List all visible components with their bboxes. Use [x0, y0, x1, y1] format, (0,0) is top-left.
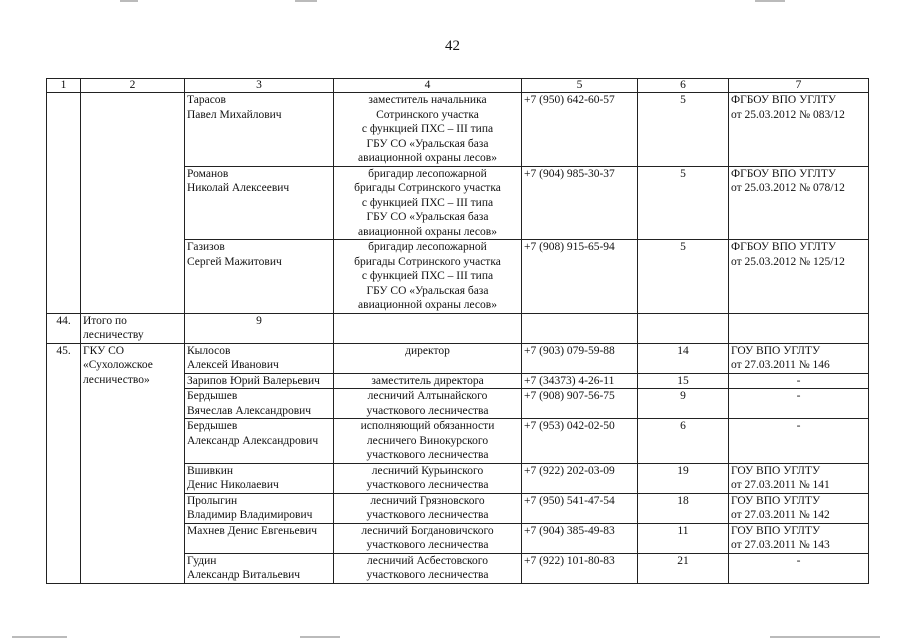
text-line: «Сухоложское [83, 359, 153, 371]
phone-cell: +7 (950) 642-60-57 [522, 93, 638, 167]
text-line: ГОУ ВПО УГЛТУ [731, 464, 821, 477]
scan-artifact [295, 0, 317, 2]
position-cell [334, 343, 522, 373]
text-line: ГКУ СО [83, 344, 125, 357]
text-line: заместитель начальника [368, 94, 487, 106]
phone-cell: +7 (953) 042-02-50 [522, 419, 638, 464]
text-line: участкового лесничества [366, 539, 489, 551]
staff-table [46, 78, 869, 584]
name-cell [185, 343, 334, 373]
text-line: Сергей Мажитович [187, 255, 282, 268]
table-row [47, 93, 869, 167]
position-cell [334, 523, 522, 553]
text-line: с функцией ПХС – III типа [361, 123, 494, 135]
position-cell [334, 389, 522, 419]
text-line: бригадир лесопожарной [368, 167, 487, 180]
text-line: Кылосов [187, 344, 231, 357]
text-line: участкового лесничества [366, 479, 489, 491]
education-cell [729, 523, 869, 553]
header-cell: 3 [185, 79, 334, 93]
education-cell [729, 240, 869, 314]
text-line: лесничеству [83, 329, 144, 341]
education-cell [729, 389, 869, 419]
name-cell [185, 373, 334, 389]
empty-cell [522, 313, 638, 343]
header-cell: 6 [638, 79, 729, 93]
position-cell [334, 493, 522, 523]
number-cell: 44. [47, 313, 81, 343]
total-row [47, 313, 869, 343]
header-cell: 5 [522, 79, 638, 93]
text-line: Вячеслав Александрович [187, 404, 312, 417]
text-line: от 27.03.2011 № 141 [731, 479, 830, 491]
text-line: бригады Сотринского участка [354, 255, 501, 268]
phone-cell: +7 (908) 907-56-75 [522, 389, 638, 419]
text-line: директор [405, 344, 450, 357]
text-line: Владимир Владимирович [187, 509, 313, 521]
text-line: Александр Витальевич [187, 569, 301, 581]
text-line: Вшивкин [187, 464, 234, 477]
table-row [47, 343, 869, 373]
text-line: от 25.03.2012 № 125/12 [731, 255, 845, 268]
text-line: - [796, 390, 801, 402]
text-line: ГОУ ВПО УГЛТУ [731, 524, 821, 537]
total-label-cell [81, 313, 185, 343]
education-cell [729, 343, 869, 373]
name-cell [185, 493, 334, 523]
text-line: от 27.03.2011 № 143 [731, 539, 830, 551]
text-line: с функцией ПХС – III типа [361, 270, 494, 282]
name-cell [185, 166, 334, 240]
name-cell [185, 553, 334, 583]
experience-cell: 5 [638, 93, 729, 167]
text-line: лесничего Винокурского [366, 434, 489, 447]
text-line: Тарасов [187, 94, 226, 106]
text-line: Романов [187, 167, 229, 180]
text-line: ГБУ СО «Уральская база [366, 137, 489, 150]
header-cell: 1 [47, 79, 81, 93]
text-line: бригады Сотринского участка [354, 182, 501, 194]
name-cell [185, 463, 334, 493]
experience-cell: 15 [638, 373, 729, 389]
position-cell [334, 166, 522, 240]
text-line: лесничий Грязновского [370, 494, 485, 507]
text-line: Зарипов Юрий Валерьевич [187, 374, 320, 387]
position-cell [334, 463, 522, 493]
experience-cell: 21 [638, 553, 729, 583]
position-cell [334, 93, 522, 167]
phone-cell: +7 (904) 985-30-37 [522, 166, 638, 240]
text-line: бригадир лесопожарной [368, 241, 487, 253]
text-line: лесничий Богдановичского [361, 524, 494, 537]
experience-cell: 18 [638, 493, 729, 523]
position-cell [334, 419, 522, 464]
experience-cell: 11 [638, 523, 729, 553]
number-cell: 45. [47, 343, 81, 583]
org-cell [81, 343, 185, 583]
text-line: лесничий Асбестовского [367, 554, 488, 567]
text-line: участкового лесничества [366, 509, 489, 521]
scan-artifact [120, 0, 138, 2]
text-line: - [796, 374, 801, 387]
text-line: ГБУ СО «Уральская база [366, 284, 489, 297]
text-line: Александр Александрович [187, 434, 319, 447]
name-cell [185, 93, 334, 167]
text-line: Итого по [83, 314, 127, 327]
org-cell [81, 93, 185, 314]
text-line: ФГБОУ ВПО УГЛТУ [731, 167, 836, 180]
empty-cell [334, 313, 522, 343]
text-line: от 25.03.2012 № 083/12 [731, 108, 845, 121]
experience-cell: 5 [638, 166, 729, 240]
name-cell [185, 240, 334, 314]
text-line: лесничий Курьинского [371, 464, 484, 477]
education-cell [729, 93, 869, 167]
number-cell [47, 93, 81, 314]
phone-cell: +7 (950) 541-47-54 [522, 493, 638, 523]
text-line: - [796, 554, 801, 567]
text-line: участкового лесничества [366, 404, 489, 417]
header-cell: 7 [729, 79, 869, 93]
text-line: участкового лесничества [366, 569, 489, 581]
text-line: Сотринского участка [376, 108, 479, 121]
experience-cell: 14 [638, 343, 729, 373]
text-line: Бердышев [187, 420, 238, 432]
education-cell [729, 493, 869, 523]
education-cell [729, 553, 869, 583]
education-cell [729, 166, 869, 240]
text-line: Бердышев [187, 390, 238, 402]
education-cell [729, 463, 869, 493]
text-line: Павел Михайлович [187, 108, 282, 121]
experience-cell: 9 [638, 389, 729, 419]
text-line: авиационной охраны лесов» [358, 225, 497, 238]
text-line: исполняющий обязанности [360, 420, 495, 432]
phone-cell: +7 (34373) 4-26-11 [522, 373, 638, 389]
name-cell [185, 523, 334, 553]
position-cell [334, 240, 522, 314]
scan-artifact [770, 636, 880, 638]
text-line: от 27.03.2011 № 142 [731, 509, 830, 521]
text-line: лесничий Алтынайского [367, 390, 488, 402]
text-line: ГОУ ВПО УГЛТУ [731, 494, 821, 507]
text-line: ФГБОУ ВПО УГЛТУ [731, 94, 836, 106]
text-line: Гудин [187, 554, 217, 567]
text-line: авиационной охраны лесов» [358, 152, 497, 164]
header-cell: 2 [81, 79, 185, 93]
empty-cell [638, 313, 729, 343]
name-cell [185, 389, 334, 419]
text-line: Махнев Денис Евгеньевич [187, 524, 318, 537]
header-row [47, 79, 869, 93]
text-line: лесничество» [83, 373, 150, 386]
phone-cell: +7 (903) 079-59-88 [522, 343, 638, 373]
phone-cell: +7 (908) 915-65-94 [522, 240, 638, 314]
experience-cell: 19 [638, 463, 729, 493]
experience-cell: 5 [638, 240, 729, 314]
education-cell [729, 373, 869, 389]
phone-cell: +7 (922) 202-03-09 [522, 463, 638, 493]
text-line: от 27.03.2011 № 146 [731, 359, 830, 371]
experience-cell: 6 [638, 419, 729, 464]
text-line: - [796, 420, 801, 432]
text-line: Денис Николаевич [187, 479, 279, 491]
phone-cell: +7 (922) 101-80-83 [522, 553, 638, 583]
text-line: Николай Алексеевич [187, 182, 290, 194]
page-number: 42 [445, 38, 460, 54]
text-line: с функцией ПХС – III типа [361, 196, 494, 209]
name-cell [185, 419, 334, 464]
position-cell [334, 373, 522, 389]
text-line: Газизов [187, 241, 225, 253]
text-line: ГОУ ВПО УГЛТУ [731, 344, 821, 357]
text-line: Пролыгин [187, 494, 238, 507]
header-cell: 4 [334, 79, 522, 93]
total-count-cell: 9 [185, 313, 334, 343]
text-line: заместитель директора [371, 374, 484, 387]
education-cell [729, 419, 869, 464]
text-line: Алексей Иванович [187, 359, 279, 371]
scan-artifact [12, 636, 67, 638]
position-cell [334, 553, 522, 583]
text-line: от 25.03.2012 № 078/12 [731, 182, 845, 194]
scan-artifact [300, 636, 340, 638]
empty-cell [729, 313, 869, 343]
text-line: участкового лесничества [366, 449, 489, 461]
text-line: ФГБОУ ВПО УГЛТУ [731, 241, 836, 253]
scan-artifact [755, 0, 785, 2]
phone-cell: +7 (904) 385-49-83 [522, 523, 638, 553]
text-line: ГБУ СО «Уральская база [366, 211, 489, 223]
text-line: авиационной охраны лесов» [358, 299, 497, 311]
